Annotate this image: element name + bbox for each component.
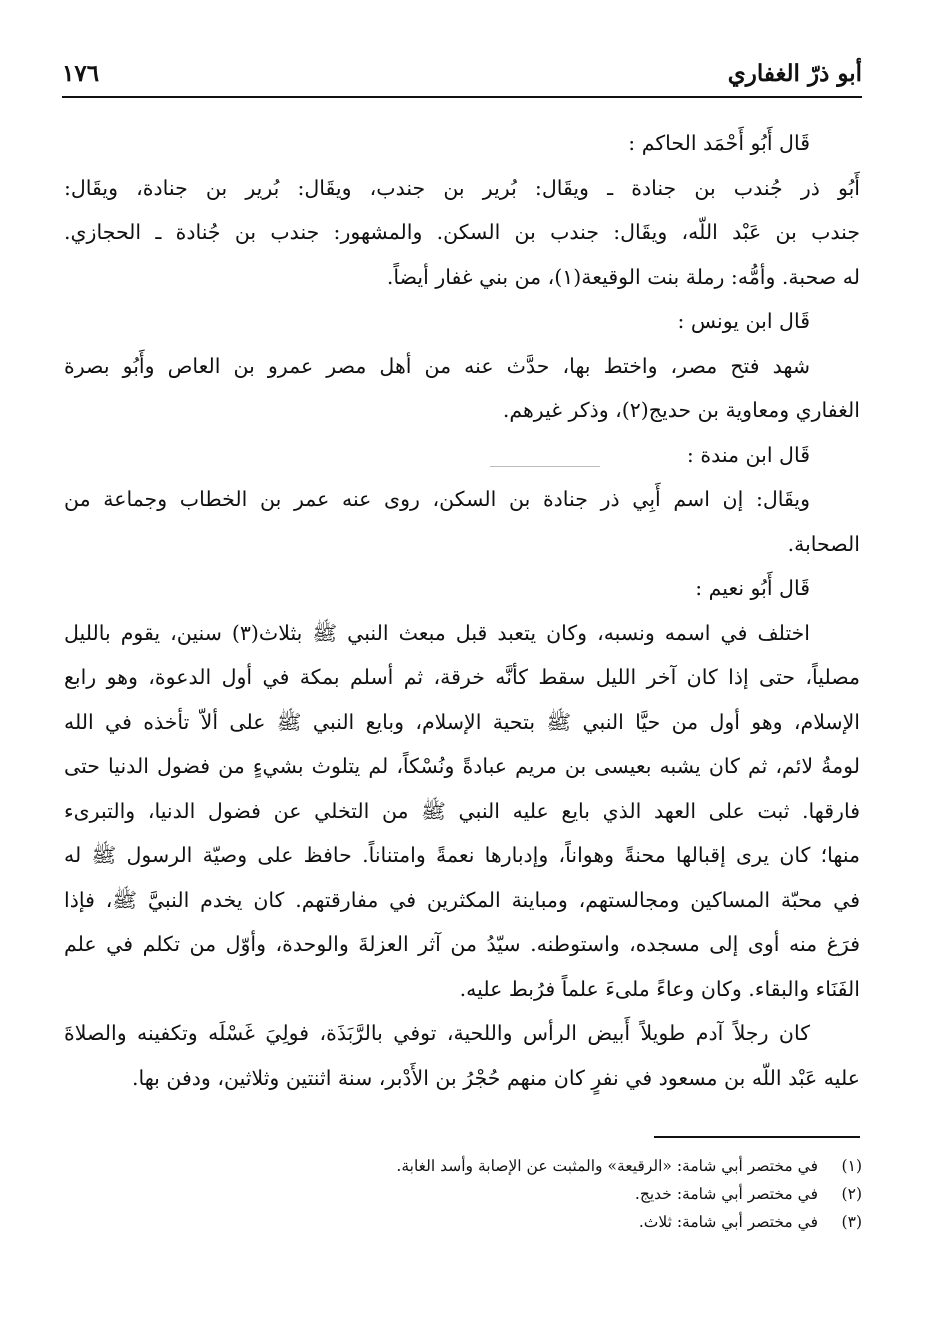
paragraph-line: شهد فتح مصر، واختط بها، حدَّث عنه من أهل مصر عمرو بن العاص وأَبُو بصرة: [64, 353, 810, 378]
paragraph-line: منها؛ كان يرى إقبالها محنةً وهواناً، وإدبارها نعمةً وامتناناً. حافظ على وصيّة الرسول ﷺ له: [64, 843, 860, 867]
heading-abu-nuaym: قَال أَبُو نعيم :: [695, 576, 810, 600]
paragraph-line: له صحبة. وأمُّه: رملة بنت الوقيعة(١)، من بني غفار أيضاً.: [386, 264, 860, 289]
paragraph-line: الصحابة.: [787, 531, 860, 556]
page-header: [62, 56, 862, 92]
paragraph-line: كان رجلاً آدم طويلاً أَبيض الرأس واللحية، توفي بالرَّبَذَة، فولِيَ غَسْلَه وتكفينه والصلاةَ: [64, 1021, 810, 1045]
footnote-text: في مختصر أبي شامة: «الرقيعة» والمثبت عن الإصابة وأسد الغابة.: [396, 1157, 818, 1175]
paragraph-line: فارقها. ثبت على العهد الذي بايع عليه النبي ﷺ من التخلي عن فضول الدنيا، والتبرىء: [64, 798, 860, 823]
heading-ibn-yunus: قَال ابن يونس :: [677, 309, 810, 333]
footnote-3: [64, 1208, 862, 1236]
running-title: أبو ذرّ الغفاري: [727, 60, 862, 87]
paragraph-line: مصلياً، حتى إذا كان آخر الليل سقط كأنَّه خرقة، ثم أسلم بمكة في أول الدعوة، وهو رابع: [64, 665, 860, 689]
paragraph-line: لومةُ لائم، ثم كان يشبه بعيسى بن مريم عبادةً ونُسْكاً، لم يتلوث بشيءٍ من فضول الدنيا حتى: [64, 754, 860, 778]
footnote-separator: [654, 1136, 860, 1138]
paragraph-line: الفَنَاء والبقاء. وكان وعاءً ملىءَ علماً فرُبط عليه.: [459, 976, 860, 1001]
paragraph-line: في محبّة المساكين ومجالستهم، ومباينة المكثرين في مفارقتهم. كان يخدم النبيَّ ﷺ، فإذا: [64, 887, 860, 912]
footnote-number: (٣): [841, 1213, 862, 1231]
paragraph-line: ويقَال: إن اسم أَبِي ذر جنادة بن السكن، روى عنه عمر بن الخطاب وجماعة من: [64, 487, 810, 511]
footnote-text: في مختصر أبي شامة: ثلاث.: [638, 1213, 818, 1231]
paragraph-line: اختلف في اسمه ونسبه، وكان يتعبد قبل مبعث النبي ﷺ بثلاث(٣) سنين، يقوم بالليل: [64, 620, 810, 645]
heading-abu-ahmad: قَال أَبُو أَحْمَد الحاكم :: [628, 131, 810, 155]
page-number: ١٧٦: [62, 60, 100, 87]
paragraph-line: فرَغ منه أوى إلى مسجده، واستوطنه. سيّدُ من آثر العزلةَ والوحدة، وأوّل من تكلم في علم: [64, 932, 860, 956]
footnote-1: [64, 1152, 862, 1180]
paragraph-line: الإسلام، وهو أول من حيَّا النبي ﷺ بتحية الإسلام، وبايع النبي ﷺ على ألاّ تأخذه في الله: [64, 709, 860, 734]
paragraph-line: جندب بن عَبْد اللّه، ويقَال: جندب بن السكن. والمشهور: جندب بن جُنادة ـ الحجازي.: [64, 220, 860, 244]
footnote-text: في مختصر أبي شامة: خديج.: [634, 1185, 818, 1203]
paragraph-line: أَبُو ذر جُندب بن جنادة ـ ويقَال: بُرير بن جندب، ويقَال: بُرير بن جنادة، ويقَال:: [64, 175, 860, 200]
footnote-2: [64, 1180, 862, 1208]
heading-ibn-manda: قَال ابن مندة :: [686, 442, 810, 467]
footnote-number: (٢): [841, 1185, 862, 1203]
footnote-number: (١): [841, 1157, 862, 1175]
header-rule: [62, 96, 862, 98]
footnotes: [64, 1152, 862, 1236]
scan-artifact-line: [490, 466, 600, 467]
paragraph-line: عليه عَبْد اللّه بن مسعود في نفرٍ كان منهم حُجْرُ بن الأَدْبر، سنة اثنتين وثلاثين، ودفن بها.: [131, 1065, 860, 1090]
main-text: [64, 121, 860, 1100]
paragraph-line: الغفاري ومعاوية بن حديج(٢)، وذكر غيرهم.: [502, 398, 860, 422]
